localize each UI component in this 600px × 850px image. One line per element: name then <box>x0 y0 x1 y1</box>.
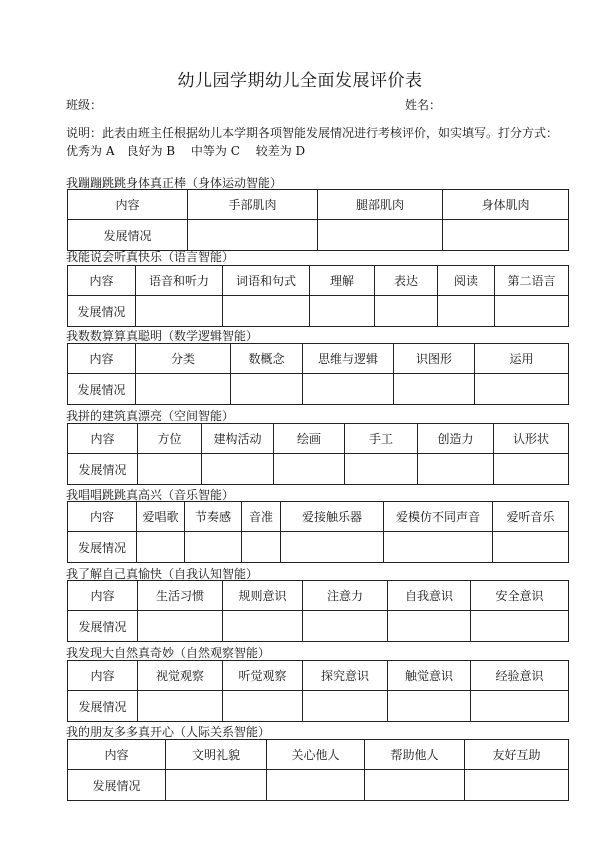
item-header-cell: 爱模仿不同声音 <box>384 502 493 532</box>
item-header-cell: 表达 <box>375 266 438 296</box>
grade-cell[interactable] <box>494 454 569 485</box>
section-table <box>67 343 569 405</box>
grade-cell[interactable] <box>443 220 569 251</box>
grade-cell[interactable] <box>388 611 471 642</box>
item-header-cell: 手工 <box>345 424 418 454</box>
item-header-cell: 第二语言 <box>495 266 569 296</box>
item-header-cell: 生活习惯 <box>138 581 223 611</box>
section-table <box>67 265 569 327</box>
development-label-cell: 发展情况 <box>68 374 136 405</box>
grade-cell[interactable] <box>418 454 494 485</box>
grade-cell[interactable] <box>493 532 569 563</box>
item-header-cell: 音准 <box>242 502 281 532</box>
section-heading: 我了解自己真愉快（自我认知智能） <box>66 567 259 581</box>
development-row <box>68 296 569 327</box>
grade-cell[interactable] <box>365 770 465 801</box>
item-header-cell: 爱听音乐 <box>493 502 569 532</box>
grade-cell[interactable] <box>185 532 242 563</box>
grade-cell[interactable] <box>231 374 303 405</box>
development-label-cell: 发展情况 <box>68 220 188 251</box>
development-row <box>68 532 569 563</box>
development-row <box>68 611 569 642</box>
section-table <box>67 189 569 251</box>
item-header-cell: 视觉观察 <box>138 661 223 691</box>
header-row <box>68 190 569 220</box>
class-label: 班级： <box>66 98 103 112</box>
grade-cell[interactable] <box>388 691 471 722</box>
form-title: 幼儿园学期幼儿全面发展评价表 <box>177 71 423 91</box>
item-header-cell: 听觉观察 <box>223 661 303 691</box>
grade-cell[interactable] <box>137 532 185 563</box>
section-table <box>67 501 569 563</box>
item-header-cell: 词语和句式 <box>223 266 310 296</box>
grade-cell[interactable] <box>310 296 375 327</box>
header-row <box>68 344 569 374</box>
grade-cell[interactable] <box>303 374 394 405</box>
section-table <box>67 580 569 642</box>
grade-cell[interactable] <box>471 611 569 642</box>
item-header-cell: 身体肌肉 <box>443 190 569 220</box>
grade-cell[interactable] <box>495 296 569 327</box>
item-header-cell: 注意力 <box>303 581 388 611</box>
instructions <box>66 124 586 160</box>
item-header-cell: 方位 <box>138 424 202 454</box>
item-header-cell: 自我意识 <box>388 581 471 611</box>
grade-cell[interactable] <box>267 770 365 801</box>
header-row <box>68 502 569 532</box>
item-header-cell: 创造力 <box>418 424 494 454</box>
item-header-cell: 手部肌肉 <box>188 190 318 220</box>
name-label: 姓名： <box>405 98 442 112</box>
content-label-cell: 内容 <box>68 266 136 296</box>
item-header-cell: 分类 <box>136 344 231 374</box>
grade-cell[interactable] <box>471 691 569 722</box>
development-label-cell: 发展情况 <box>68 770 166 801</box>
development-label-cell: 发展情况 <box>68 611 138 642</box>
instructions-line-2: 优秀为 A 良好为 B 中等为 C 较差为 D <box>66 144 306 158</box>
section-table <box>67 660 569 722</box>
grade-cell[interactable] <box>394 374 475 405</box>
grade-cell[interactable] <box>166 770 267 801</box>
header-row <box>68 661 569 691</box>
content-label-cell: 内容 <box>68 581 138 611</box>
section-heading: 我蹦蹦跳跳身体真正棒（身体运动智能） <box>66 176 283 190</box>
grade-cell[interactable] <box>202 454 274 485</box>
item-header-cell: 安全意识 <box>471 581 569 611</box>
grade-cell[interactable] <box>138 454 202 485</box>
grade-cell[interactable] <box>223 611 303 642</box>
grade-cell[interactable] <box>274 454 345 485</box>
section-heading: 我拼的建筑真漂亮（空间智能） <box>66 409 235 423</box>
grade-cell[interactable] <box>223 296 310 327</box>
header-row <box>68 424 569 454</box>
item-header-cell: 思维与逻辑 <box>303 344 394 374</box>
item-header-cell: 经验意识 <box>471 661 569 691</box>
grade-cell[interactable] <box>303 611 388 642</box>
item-header-cell: 运用 <box>475 344 569 374</box>
section-heading: 我唱唱跳跳真高兴（音乐智能） <box>66 488 235 502</box>
grade-cell[interactable] <box>375 296 438 327</box>
grade-cell[interactable] <box>188 220 318 251</box>
item-header-cell: 腿部肌肉 <box>318 190 443 220</box>
item-header-cell: 关心他人 <box>267 740 365 770</box>
development-row <box>68 454 569 485</box>
instructions-line-1: 说明：此表由班主任根据幼儿本学期各项智能发展情况进行考核评价，如实填写。打分方式： <box>66 126 559 140</box>
header-row <box>68 266 569 296</box>
section-heading: 我的朋友多多真开心（人际关系智能） <box>66 725 271 739</box>
section-heading: 我发现大自然真奇妙（自然观察智能） <box>66 646 271 660</box>
grade-cell[interactable] <box>438 296 495 327</box>
development-row <box>68 374 569 405</box>
grade-cell[interactable] <box>303 691 388 722</box>
item-header-cell: 建构活动 <box>202 424 274 454</box>
section-table <box>67 423 569 485</box>
grade-cell[interactable] <box>138 691 223 722</box>
content-label-cell: 内容 <box>68 502 137 532</box>
grade-cell[interactable] <box>138 611 223 642</box>
item-header-cell: 规则意识 <box>223 581 303 611</box>
content-label-cell: 内容 <box>68 344 136 374</box>
item-header-cell: 帮助他人 <box>365 740 465 770</box>
development-label-cell: 发展情况 <box>68 691 138 722</box>
section-heading: 我能说会听真快乐（语言智能） <box>66 250 235 264</box>
grade-cell[interactable] <box>475 374 569 405</box>
grade-cell[interactable] <box>242 532 281 563</box>
item-header-cell: 探究意识 <box>303 661 388 691</box>
development-label-cell: 发展情况 <box>68 532 137 563</box>
grade-cell[interactable] <box>465 770 569 801</box>
development-row <box>68 691 569 722</box>
item-header-cell: 数概念 <box>231 344 303 374</box>
header-row <box>68 740 569 770</box>
item-header-cell: 节奏感 <box>185 502 242 532</box>
grade-cell[interactable] <box>384 532 493 563</box>
development-label-cell: 发展情况 <box>68 454 138 485</box>
grade-cell[interactable] <box>223 691 303 722</box>
development-row <box>68 770 569 801</box>
item-header-cell: 识图形 <box>394 344 475 374</box>
content-label-cell: 内容 <box>68 190 188 220</box>
section-table <box>67 739 569 801</box>
section-heading: 我数数算算真聪明（数学逻辑智能） <box>66 329 259 343</box>
item-header-cell: 语音和听力 <box>136 266 223 296</box>
item-header-cell: 阅读 <box>438 266 495 296</box>
item-header-cell: 友好互助 <box>465 740 569 770</box>
grade-cell[interactable] <box>136 296 223 327</box>
development-label-cell: 发展情况 <box>68 296 136 327</box>
item-header-cell: 绘画 <box>274 424 345 454</box>
item-header-cell: 理解 <box>310 266 375 296</box>
grade-cell[interactable] <box>345 454 418 485</box>
grade-cell[interactable] <box>136 374 231 405</box>
content-label-cell: 内容 <box>68 740 166 770</box>
item-header-cell: 文明礼貌 <box>166 740 267 770</box>
development-row <box>68 220 569 251</box>
item-header-cell: 爱接触乐器 <box>281 502 384 532</box>
grade-cell[interactable] <box>281 532 384 563</box>
content-label-cell: 内容 <box>68 661 138 691</box>
item-header-cell: 认形状 <box>494 424 569 454</box>
content-label-cell: 内容 <box>68 424 138 454</box>
grade-cell[interactable] <box>318 220 443 251</box>
item-header-cell: 爱唱歌 <box>137 502 185 532</box>
item-header-cell: 触觉意识 <box>388 661 471 691</box>
header-row <box>68 581 569 611</box>
